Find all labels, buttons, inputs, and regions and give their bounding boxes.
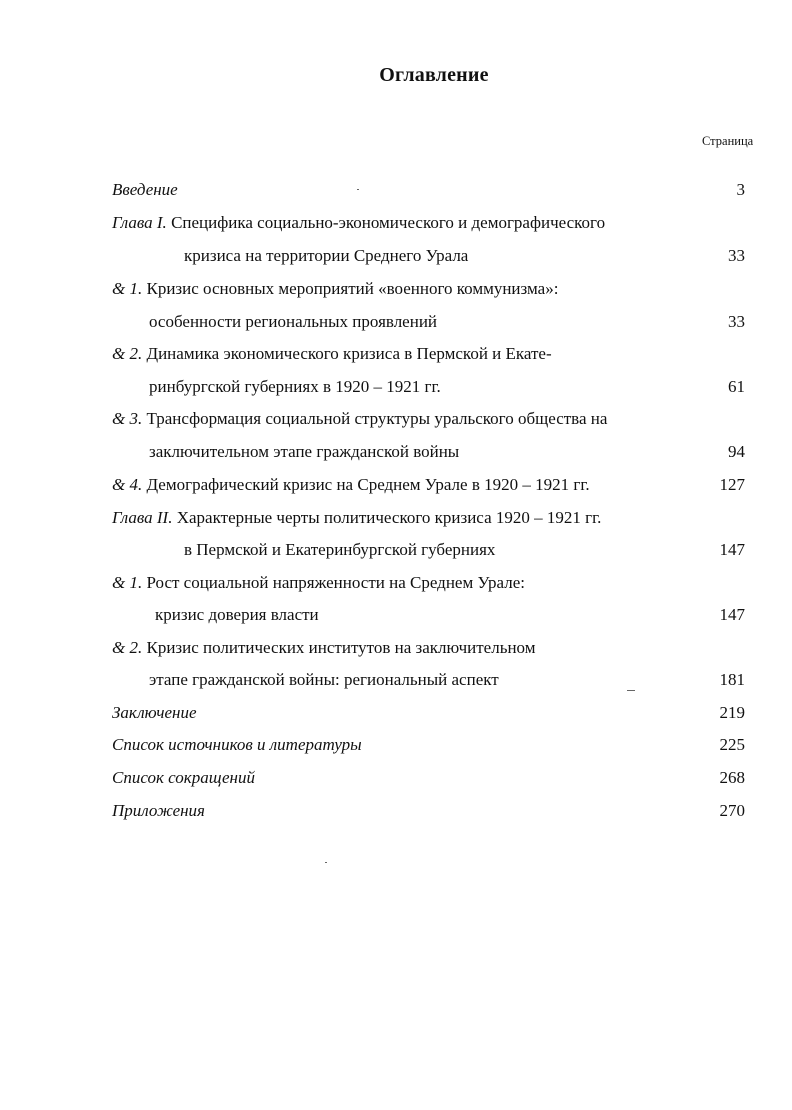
page-column-header: Страница <box>702 134 754 148</box>
toc-entry-section-2-1-continued <box>0 603 792 627</box>
toc-entry-prefix: & 1. <box>112 573 143 592</box>
toc-entry-prefix: & 2. <box>112 638 143 657</box>
toc-entry-section-1-1-continued <box>0 310 792 334</box>
toc-entry-text: Динамика экономического кризиса в Пермской и Екате- <box>142 344 552 363</box>
toc-entry-prefix: Введение <box>112 180 178 199</box>
toc-entry-chapter-1-continued <box>0 244 792 268</box>
toc-entry-section-2-1 <box>0 571 792 595</box>
toc-entry-chapter-1 <box>0 211 792 235</box>
toc-page-number: 33 <box>728 312 745 331</box>
toc-entry-section-1-3 <box>0 407 792 431</box>
scan-speck <box>627 690 635 691</box>
toc-entry-prefix: Список сокращений <box>112 768 255 787</box>
toc-page-number: 268 <box>719 768 745 787</box>
toc-entry-text: особенности региональных проявлений <box>149 312 438 331</box>
toc-page-number: 127 <box>719 475 745 494</box>
page-title: Оглавление <box>379 64 489 86</box>
toc-entry-prefix: & 3. <box>112 409 143 428</box>
toc-entry-prefix: & 1. <box>112 279 143 298</box>
toc-entry-text: Специфика социально-экономического и демографического <box>166 213 606 232</box>
toc-page-number: 3 <box>736 180 745 199</box>
toc-entry-prefix: & 2. <box>112 344 143 363</box>
toc-entry-text: Рост социальной напряженности на Среднем Урале: <box>142 573 525 592</box>
toc-entry-prefix: Глава I. <box>112 213 167 232</box>
toc-entry-text: ринбургской губерниях в 1920 – 1921 гг. <box>149 377 441 396</box>
toc-entry-text: Кризис основных мероприятий «военного коммунизма»: <box>142 279 559 298</box>
toc-entry-prefix: Приложения <box>112 801 205 820</box>
toc-entry-text: Трансформация социальной структуры уральского общества на <box>142 409 608 428</box>
toc-entry-prefix: & 4. <box>112 475 143 494</box>
toc-page-number: 94 <box>728 442 745 461</box>
toc-page-number: 181 <box>719 670 745 689</box>
toc-entry-prefix: Глава II. <box>112 508 173 527</box>
toc-entry-text: Характерные черты политического кризиса 1920 – 1921 гг. <box>172 508 602 527</box>
toc-page-number: 219 <box>719 703 745 722</box>
toc-page-number: 61 <box>728 377 745 396</box>
toc-entry-introduction <box>0 178 792 202</box>
toc-page-number: 147 <box>719 605 745 624</box>
toc-entry-text: Кризис политических институтов на заключительном <box>142 638 536 657</box>
toc-page-number: 33 <box>728 246 745 265</box>
toc-entry-chapter-2-continued <box>0 538 792 562</box>
toc-entry-prefix: Список источников и литературы <box>112 735 362 754</box>
toc-page-number: 270 <box>719 801 745 820</box>
scan-speck <box>325 862 327 863</box>
toc-entry-text: этапе гражданской войны: региональный аспект <box>149 670 499 689</box>
toc-entry-section-1-2 <box>0 342 792 366</box>
toc-entry-abbreviations <box>0 766 792 790</box>
toc-entry-appendices <box>0 799 792 823</box>
toc-entry-text: заключительном этапе гражданской войны <box>149 442 460 461</box>
toc-entry-text: кризиса на территории Среднего Урала <box>184 246 469 265</box>
toc-entry-text: Демографический кризис на Среднем Урале в 1920 – 1921 гг. <box>142 475 590 494</box>
toc-entry-section-2-2 <box>0 636 792 660</box>
toc-page-number: 147 <box>719 540 745 559</box>
toc-page-number: 225 <box>719 735 745 754</box>
toc-entry-conclusion <box>0 701 792 725</box>
toc-entry-section-1-3-continued <box>0 440 792 464</box>
toc-entry-section-1-1 <box>0 277 792 301</box>
toc-entry-section-1-4 <box>0 473 792 497</box>
scan-speck <box>357 189 359 190</box>
toc-entry-text: в Пермской и Екатеринбургской губерниях <box>184 540 496 559</box>
toc-entry-sources <box>0 733 792 757</box>
toc-entry-text: кризис доверия власти <box>155 605 319 624</box>
toc-entry-section-2-2-continued <box>0 668 792 692</box>
toc-entry-prefix: Заключение <box>112 703 197 722</box>
toc-entry-chapter-2 <box>0 506 792 530</box>
toc-entry-section-1-2-continued <box>0 375 792 399</box>
